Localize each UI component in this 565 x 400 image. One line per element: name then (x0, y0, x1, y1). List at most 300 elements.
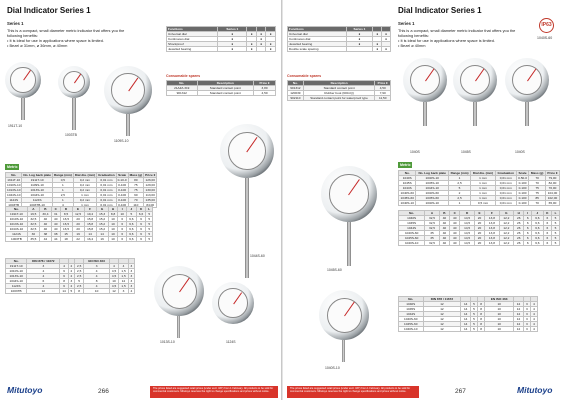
error-table (398, 296, 538, 332)
table-cell: 0,2 mm (73, 178, 96, 183)
table-cell: 20 (72, 217, 84, 222)
table-cell: 12 (423, 322, 461, 327)
table-cell: 1,5 (119, 269, 129, 274)
table-cell: 6 (60, 269, 68, 274)
table-cell: 6,6 (136, 212, 146, 217)
table-cell: 70 (529, 176, 546, 181)
table-cell: 40 (450, 226, 460, 231)
table-cell: 129,00 (145, 183, 155, 187)
table-cell: 15,8 (84, 217, 96, 222)
table-cell: 40 (439, 221, 449, 226)
table-cell: 1040S-60 (399, 317, 424, 322)
table-cell: 1040S-10 (416, 176, 448, 181)
table-cell: 85 (529, 196, 546, 201)
table-cell: 75 (128, 188, 144, 193)
table-cell: 26 (514, 231, 524, 236)
table-cell: 1124S (22, 198, 53, 203)
table-cell: 13,8 (485, 221, 499, 226)
table-cell: 10 (84, 289, 109, 294)
table-cell: 40 (450, 231, 460, 236)
table-cell: 6,6 (126, 217, 136, 222)
table-header-cell: D (60, 207, 72, 212)
table-cell: 14,5 (460, 221, 474, 226)
table-cell: 2 (68, 264, 74, 269)
table-cell: 135,00 (145, 198, 155, 202)
table-cell: 6,6 (532, 226, 544, 231)
table-cell: 0-100 (516, 186, 529, 191)
table-cell: 1010S-10 (7, 183, 21, 187)
table-cell: 6 (118, 222, 127, 227)
table-cell: 26 (514, 221, 524, 226)
table-cell: 1124S (6, 232, 28, 237)
table-cell: 1045S (399, 221, 425, 226)
table-cell: 3 (128, 269, 134, 274)
table-header-cell: No. (399, 211, 425, 216)
table-cell: 6,6 (126, 222, 136, 227)
table-cell: 1040S-10 (399, 201, 416, 206)
table-cell: 2,5 (74, 264, 84, 269)
table-cell: 8 (478, 327, 485, 332)
mitutoyo-logo: Mitutoyo (7, 385, 43, 395)
table-cell: 6 (118, 227, 127, 232)
table-cell: 12 (423, 327, 461, 332)
table-cell: 8,5 (60, 212, 72, 217)
table-cell: 5 (552, 216, 560, 221)
table-cell: 1 (448, 176, 470, 181)
dial-indicator-image (154, 266, 204, 316)
table-cell: 32,5 (425, 241, 439, 246)
table-cell: 1013S-10 (22, 188, 53, 193)
table-header-cell: Graduation (98, 173, 115, 177)
table-cell: 6,6 (126, 237, 136, 242)
table-cell: 3 (523, 322, 530, 327)
table-cell: 12,2 (499, 236, 513, 241)
table-cell: 8 (60, 279, 68, 284)
table-cell: 1045S-60 (399, 322, 424, 327)
table-header-cell: E (72, 207, 84, 212)
table-header-cell: L (146, 207, 153, 212)
table-header-cell: Range (mm) (53, 173, 72, 177)
table-cell: 82,00 (545, 181, 559, 186)
table-cell: 26 (514, 226, 524, 231)
table-header-cell: A (27, 207, 39, 212)
dial-indicator-image (505, 58, 549, 102)
table-cell: 40 (450, 216, 460, 221)
table-cell: 1 mm (471, 191, 496, 196)
table-cell: 35 (425, 236, 439, 241)
table-cell: 4,5 (109, 284, 119, 289)
table-cell: 5 (470, 322, 477, 327)
table-cell: 44 (39, 237, 51, 242)
table-cell: 15,2 (96, 222, 108, 227)
table-cell: 20 (474, 236, 484, 241)
table-cell: 1040S-10 (399, 327, 424, 332)
table-cell: 4 (530, 317, 537, 322)
table-cell: 80 (128, 178, 144, 183)
table-cell: 26 (514, 216, 524, 221)
description: This is a compact, small diameter metric indicator that offers you the following benefits: • It is ideal for use in applications where space is limited. • Bezel ø 40mm (398, 28, 526, 48)
table-cell: 0,01 mm (97, 193, 117, 198)
table-cell: 1045S-60 (416, 196, 448, 201)
table-cell: 1040S-10 (399, 241, 425, 246)
series-label: Series 1 (7, 21, 24, 26)
table-cell: 12 (423, 302, 461, 307)
table-cell: 6 (27, 279, 60, 284)
table-cell: 70,00 (545, 186, 559, 191)
table-cell: 40 (439, 216, 449, 221)
page-number: 266 (98, 388, 109, 395)
table-cell: 5 (552, 241, 560, 246)
table-cell: 5 (552, 221, 560, 226)
table-cell: 1044S-10 (22, 193, 53, 198)
table-cell: 10 (118, 212, 127, 217)
metric-label: Metric (7, 165, 18, 169)
table-cell: 4 (27, 269, 60, 274)
table-cell: 0,01 mm (495, 186, 516, 191)
table-cell: 4 (27, 274, 60, 279)
table-cell: 14 (60, 289, 68, 294)
table-cell: 1,5 (119, 284, 129, 289)
table-cell: 14 (461, 322, 471, 327)
table-cell: 12 (423, 317, 461, 322)
table-cell: 35,5 (27, 237, 39, 242)
table-header-cell: L (552, 211, 560, 216)
table-cell: 40 (51, 222, 60, 227)
table-cell: 0-100 (516, 196, 529, 201)
table-cell: 6 (136, 232, 146, 237)
table-cell: 4 (119, 264, 129, 269)
table-cell: 126,00 (145, 178, 155, 182)
table-cell: 1040S-60 (399, 191, 416, 196)
table-cell: 14,5 (460, 231, 474, 236)
table-cell: 1013S-10 (6, 222, 28, 227)
table-cell: 32,5 (425, 221, 439, 226)
table-cell: 1040S-60 (399, 231, 425, 236)
table-cell: 102,00 (545, 196, 559, 201)
table-cell: 12 (514, 307, 524, 312)
table-cell: 12 (423, 312, 461, 317)
table-header-cell: B (439, 211, 449, 216)
table-cell: 4,5 (109, 269, 119, 274)
dial-indicator-image (58, 66, 90, 98)
table-cell: 75 (529, 186, 546, 191)
table-cell: 5 (146, 222, 153, 227)
table-cell: 1010S-10 (6, 217, 28, 222)
table-cell: 15,8 (84, 227, 96, 232)
table-cell: 1003TB (6, 203, 22, 208)
table-cell: 1003TB (6, 237, 28, 242)
table-cell: 6 (60, 284, 68, 289)
table-cell: 1911T-10 (22, 178, 53, 183)
table-cell: 32,5 (425, 226, 439, 231)
table-cell: 13,8 (485, 226, 499, 231)
table-cell: 12 (423, 307, 461, 312)
table-cell: 10 (485, 302, 514, 307)
table-cell: 6 (543, 226, 551, 231)
table-cell: 16,5 (60, 217, 72, 222)
table-cell: 6 (543, 231, 551, 236)
dial-indicator-image (319, 290, 369, 340)
table-cell: 5 (470, 302, 477, 307)
table-cell: 8 (74, 289, 84, 294)
table-cell: 8 (478, 302, 485, 307)
table-header-cell: C (450, 211, 460, 216)
table-header-cell: No. (6, 173, 22, 178)
table-cell: 6,6 (532, 236, 544, 241)
table-header-cell: EN ISO 463 (485, 297, 514, 302)
table-cell: 75 (128, 183, 144, 188)
table-header-cell: I (524, 211, 532, 216)
table-cell: 8 (84, 279, 109, 284)
table-cell: 5 (552, 236, 560, 241)
table-cell: 12,2 (499, 231, 513, 236)
footer-note: The prices listed are suggested retail prices (under excl. VAT) from 1 February. All products to be sold for commercial customers. Mitutoyo reserves the right to change specifications and prices without notice. (287, 386, 419, 398)
functions-table: Functions Series 1 Universal dial ● ● ● ● Continuous dial ● ● Shockproof ● ● ● ● Jewelled bearing ● ● ● (166, 26, 276, 52)
table-cell: 12,2 (499, 226, 513, 231)
table-cell: 5 (470, 312, 477, 317)
page-title: Dial Indicator Series 1 (398, 6, 482, 15)
table-cell: 1 mm (73, 203, 96, 208)
table-cell: 26 (514, 241, 524, 246)
table-cell: 0-100 (516, 181, 529, 186)
table-cell: 1044S-10 (6, 279, 27, 284)
table-cell: 3 (128, 284, 134, 289)
table-header-cell: I (118, 207, 127, 212)
table-cell: 15,2 (96, 217, 108, 222)
table-cell: 1003TB (6, 289, 27, 294)
table-cell: 1 mm (471, 176, 496, 181)
table-cell: 6 (524, 236, 532, 241)
table-cell: 8 (478, 307, 485, 312)
table-header-cell: No. (6, 259, 27, 264)
table-cell: 1 mm (471, 196, 496, 201)
table-cell: 30,4 (39, 212, 51, 217)
table-cell: 14 (461, 307, 471, 312)
table-cell: 0,01 mm (495, 201, 516, 206)
table-cell: 40 (39, 217, 51, 222)
dial-indicator-image (104, 66, 152, 114)
table-cell: 12 (514, 317, 524, 322)
table-cell: 0-100 (116, 193, 128, 198)
table-cell: 3 (523, 327, 530, 332)
table-cell: 65,00 (545, 201, 559, 206)
table-header-cell: F (84, 207, 96, 212)
table-cell: 0-10-0 (117, 178, 127, 182)
table-cell: 2 (68, 284, 74, 289)
table-cell: 14 (461, 312, 471, 317)
table-cell: 12 (109, 289, 119, 294)
table-cell: 0,2 mm (73, 188, 96, 193)
page-number: 267 (455, 388, 466, 395)
table-cell: 4 (84, 284, 109, 289)
table-cell: 10 (109, 279, 119, 284)
table-cell: 0-100 (116, 203, 128, 208)
table-header-cell: K (136, 207, 146, 212)
table-header-cell: G (96, 207, 108, 212)
table-cell: 6 (543, 216, 551, 221)
table-header-cell: Price € (145, 173, 156, 177)
table-cell: 20 (474, 241, 484, 246)
table-header-cell: Price € (547, 171, 558, 175)
table-cell: 70 (529, 201, 546, 206)
table-cell: 6 (118, 217, 127, 222)
table-cell: 5 (470, 317, 477, 322)
table-cell: 0,5 mm (471, 201, 496, 206)
table-cell: 0,01 mm (97, 198, 117, 203)
table-cell: 38 (39, 232, 51, 237)
table-cell: 6,6 (532, 231, 544, 236)
table-cell: 1045S (399, 307, 424, 312)
table-cell: 3 (523, 317, 530, 322)
table-header-cell: No. (399, 171, 416, 176)
table-cell: 84,00 (144, 203, 157, 208)
table-header-cell: F (485, 211, 499, 216)
table-cell: 0,01 mm (97, 183, 117, 188)
table-cell: 8 (478, 312, 485, 317)
table-cell: 15,2 (96, 227, 108, 232)
dial-indicator-image (403, 58, 447, 102)
table-cell: 10 (108, 237, 118, 242)
table-cell: 6,6 (532, 241, 544, 246)
table-cell: 32,5 (27, 217, 39, 222)
table-header-cell: Scale (118, 173, 127, 177)
table-cell: 1040S (399, 176, 416, 181)
table-cell: 12 (514, 302, 524, 307)
table-cell: 14 (84, 232, 96, 237)
description: This is a compact, small diameter metric indicator that offers you the following benefits: • It is ideal for use in applications where space is limited. • Bezel ø 31mm, ø 36mm, ø 40mm (7, 28, 135, 48)
table-cell: 14 (461, 302, 471, 307)
table-cell: 4 (530, 302, 537, 307)
table-row (6, 289, 135, 294)
table-cell: 8 (478, 322, 485, 327)
table-cell: 5 (448, 186, 470, 191)
table-cell: 19 (72, 232, 84, 237)
table-cell: 12 (119, 279, 129, 284)
table-cell: 1044S (399, 226, 425, 231)
table-cell: 70 (128, 198, 144, 203)
error-table (5, 258, 135, 294)
table-cell: 16,4 (84, 237, 96, 242)
table-cell: 2,5 (74, 284, 84, 289)
table-cell: 12 (514, 322, 524, 327)
table-cell: 1911T-10 (6, 264, 27, 269)
table-row (6, 237, 153, 242)
table-cell: 1,5 (119, 274, 129, 279)
table-cell: 0,2 mm (73, 183, 96, 188)
table-cell: 0,01 mm (495, 196, 516, 201)
table-cell: 6 (543, 241, 551, 246)
table-cell: 1010S-10 (6, 269, 27, 274)
table-header-cell: C (51, 207, 60, 212)
table-cell: 14 (461, 327, 471, 332)
table-cell: 6 (543, 236, 551, 241)
table-cell: 6,6 (126, 232, 136, 237)
table-row (399, 327, 538, 332)
table-cell: 20 (72, 222, 84, 227)
table-cell: 6 (524, 241, 532, 246)
table-cell: 1 mm (471, 181, 496, 186)
table-cell: 12 (514, 312, 524, 317)
table-cell: 12,2 (499, 241, 513, 246)
table-cell: 12,2 (499, 221, 513, 226)
table-cell: 2,5 (448, 181, 470, 186)
table-cell: 14,5 (460, 241, 474, 246)
table-cell: 15,3 (96, 212, 108, 217)
table-cell: 79,00 (545, 176, 559, 181)
table-cell: 0,01 mm (97, 203, 117, 208)
table-cell: 10 (485, 327, 514, 332)
table-cell: 2,5 (52, 193, 73, 198)
table-cell: 40 (439, 236, 449, 241)
table-cell: 1911T-10 (6, 212, 28, 217)
table-cell: 3 (84, 264, 109, 269)
table-cell: 40 (39, 227, 51, 232)
dial-indicator-image (212, 282, 254, 324)
table-cell: 10 (108, 232, 118, 237)
table-header-cell: Range (mm) (448, 171, 470, 176)
table-header-cell: Mass (g) (129, 173, 143, 177)
table-header-cell: J (532, 211, 544, 216)
table-header-cell: H (108, 207, 118, 212)
table-cell: 5 (552, 231, 560, 236)
table-header-cell: A (425, 211, 439, 216)
table-cell: 40 (39, 222, 51, 227)
table-cell: 0,5 (52, 178, 73, 183)
table-cell: 16,5 (60, 222, 72, 227)
table-cell: 6 (136, 237, 146, 242)
table-cell: 1013S-10 (7, 188, 21, 192)
table-cell: 13,8 (485, 236, 499, 241)
table-cell: 3 (27, 264, 60, 269)
table-cell: 1911T-10 (7, 178, 21, 182)
table-cell: 40 (450, 221, 460, 226)
table-cell: 6 (136, 227, 146, 232)
left-page: Dial Indicator Series 1 Series 1 This is a compact, small diameter metric indicator that offers you the following benefits: • It is ideal for use in applications where space is limited. • Bezel ø 31mm, ø 36mm, ø 40mm 1911T-10 1003TB 1109S-10 Functions Series 1 Universal dial ● ● ● ● Continuous dial ● ● Shockproof ● ● ● ● Jewelled bearing ● ● ● Consumable spares No. Description Price € 21AZA 319 Standard contact point 3,80 901312 Standard contact point 4,50 1044S-60 1013S-10 1124S Metric No. No. Lug back plate Range (mm) Dial dia. (mm) Graduation Scale Mass (g) Price € 1911T-10 1911T-10 0,5 0,2 mm 0,01 mm 0-10-0 80 126,00 1010S-10 1109S-10 1 0,2 mm 0,01 mm 0-100 75 129,00 1013S-10 1013S-10 1 0,2 mm 0,01 mm 0-100 75 130,00 1044S-10 1044S-10 2,5 1 mm 0,01 mm 0-100 90 113,00 1124S 1124S 1 0,2 mm 0,01 mm 0-100 70 135,00 1003TB 1003TB-10 4 1 mm 0,01 mm 0-100 110 84,00 No. A B C D E F G H I J K L 1911T-10 19,5 30,4 31 8,5 12,5 19,4 15,3 8,8 10 5 6,6 5 1010S-10 32,5 40 40 16,5 20 15,8 15,2 10 6 6,6 6 5 1013S-10 32,5 40 40 16,5 20 15,8 15,2 10 6 6,6 6 5 1044S-10 32,5 40 40 16,5 20 15,8 15,2 10 6 6,6 6 5 1124S 30 38 38 15 19 14 14 10 6 6,6 6 5 1003TB 35,5 44 44 18 22 16,4 16 10 6 6,6 6 5 No. DIN 878 / 11672 EN ISO 463 1911T-10 3 4 2 2,5 3 4 4 3 1010S-10 4 6 2 2,5 4 4,5 1,5 3 1013S-10 4 6 2 2,5 4 4,5 1,5 3 1044S-10 6 8 3 5 8 10 12 3 1124S 4 6 2 2,5 4 4,5 1,5 3 1003TB 12 14 5 8 10 12 3 4 Mitutoyo 266 The prices listed are suggested retail prices (under excl. VAT) from 1 February. All products to be sold for commercial customers. Mitutoyo reserves the right to change specifications and prices without notice. (0, 0, 282, 400)
table-cell: 10 (108, 227, 118, 232)
table-cell: 0-100 (116, 198, 128, 203)
table-cell: 2,5 (448, 196, 470, 201)
table-cell: 16 (96, 237, 108, 242)
table-cell: 1045S (399, 181, 416, 186)
table-cell: 1003TB-10 (22, 203, 53, 208)
table-cell: 3 (523, 302, 530, 307)
table-cell: 1 (448, 201, 470, 206)
dial-indicator-image (321, 166, 377, 222)
table-header-cell: D (460, 211, 474, 216)
table-cell: 6,6 (532, 216, 544, 221)
table-cell: 6 (60, 274, 68, 279)
table-cell: 40 (439, 226, 449, 231)
dimension-table (398, 210, 560, 246)
table-cell: 5 (146, 232, 153, 237)
table-cell: 40 (439, 241, 449, 246)
table-cell: 1044S-10 (416, 186, 448, 191)
table-cell: 14 (461, 317, 471, 322)
table-cell: 1040S-60 (416, 191, 448, 196)
table-cell: 2 (448, 191, 470, 196)
table-cell: 75 (529, 191, 546, 196)
table-cell: 12 (514, 327, 524, 332)
table-cell: 1013S-10 (6, 274, 27, 279)
table-cell: 20 (474, 216, 484, 221)
table-cell: 19,5 (27, 212, 39, 217)
table-cell: 30 (27, 232, 39, 237)
consumables-table: No. Description Price € 901312 Standard contact point 4,50 120039 Rubber boot (600-IQ) 7,90 902110 Standard contact point for waterproof type 11,50 (287, 80, 391, 101)
table-cell: 6 (524, 231, 532, 236)
table-cell: 5 (68, 289, 74, 294)
table-cell: 5 (146, 237, 153, 242)
table-cell: 0-100 (516, 191, 529, 196)
